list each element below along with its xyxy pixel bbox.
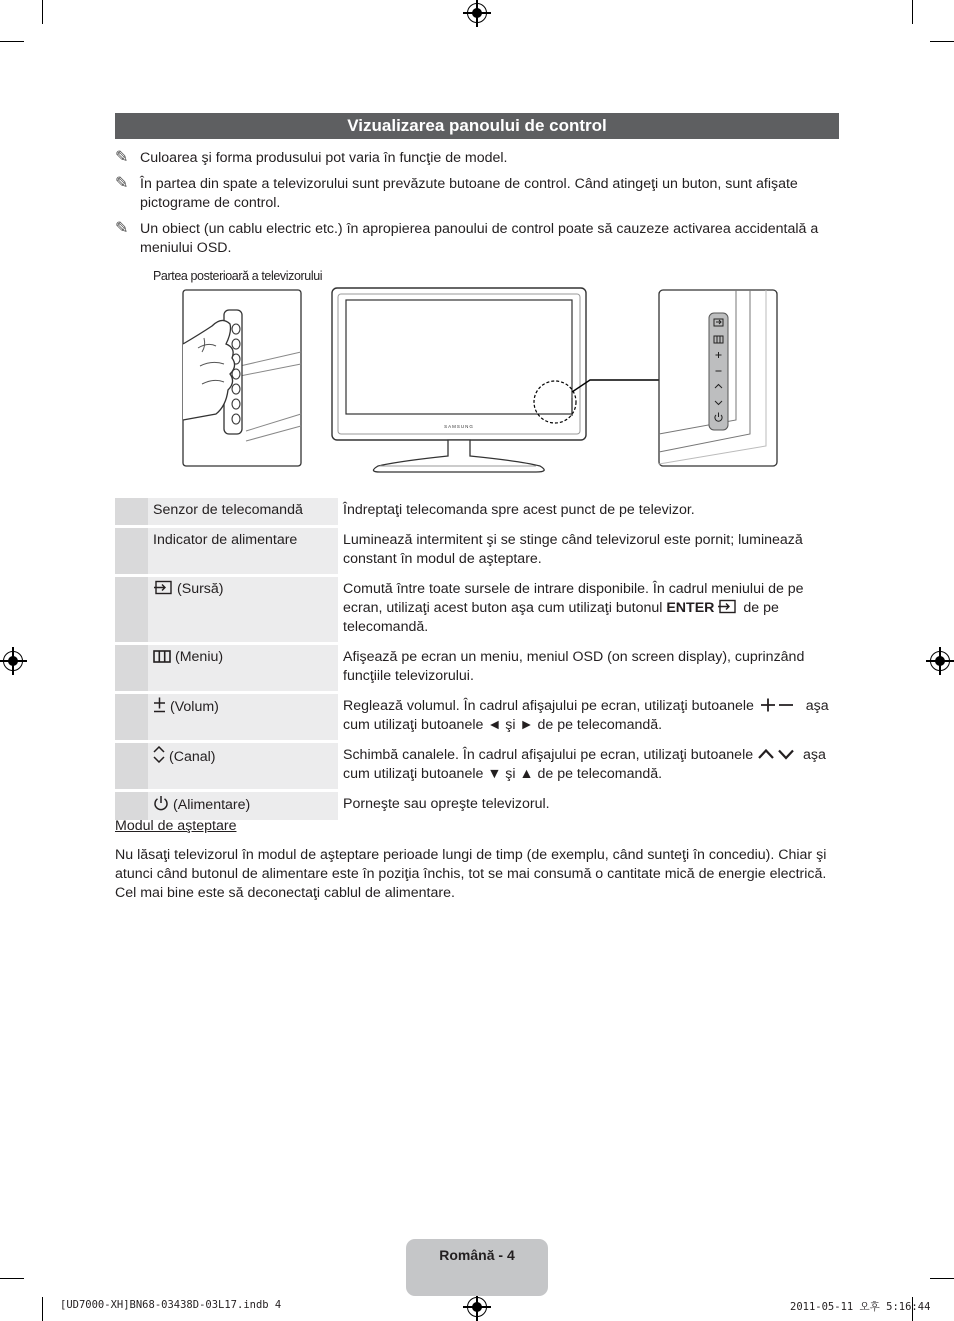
- brand-logo: SAMSUNG: [444, 424, 474, 429]
- registration-mark-icon: [467, 1297, 487, 1317]
- row-description: Schimbă canalele. În cadrul afişajului pe ecran, utilizaţi butoanele aşa cum utilizaţi butoanele ▼ şi ▲ de pe telecomandă.: [338, 743, 839, 792]
- figure-caption: Partea posterioară a televizorului: [153, 269, 323, 283]
- crop-mark: [930, 1278, 954, 1279]
- row-label: Senzor de telecomandă: [148, 498, 338, 528]
- row-description: Porneşte sau opreşte televizorul.: [338, 792, 839, 823]
- row-description: Comută între toate sursele de intrare disponibile. În cadrul meniului de pe ecran, utilizaţi acest buton aşa cum utilizaţi butonul ENTER de pe telecomandă.: [338, 577, 839, 645]
- row-description: Reglează volumul. În cadrul afişajului pe ecran, utilizaţi butoanele aşa cum utilizaţi butoanele ◄ şi ► de pe telecomandă.: [338, 694, 839, 743]
- table-row: [115, 577, 839, 645]
- crop-mark: [42, 1297, 43, 1321]
- menu-icon: [153, 650, 171, 663]
- note-item: ✎ Culoarea şi forma produsului pot varia în funcţie de model.: [115, 149, 508, 166]
- crop-mark: [0, 1278, 24, 1279]
- plus-minus-icon: [153, 697, 166, 713]
- crop-mark: [912, 0, 913, 24]
- row-description: Afişează pe ecran un meniu, meniul OSD (on screen display), cuprinzând funcţiile televizorului.: [338, 645, 839, 694]
- row-label: Indicator de alimentare: [148, 528, 338, 577]
- row-description: Luminează intermitent şi se stinge când televizorul este pornit; luminează constant în modul de aşteptare.: [338, 528, 839, 577]
- registration-mark-icon: [467, 3, 487, 23]
- print-slug-left: [UD7000-XH]BN68-03438D-03L17.indb 4: [60, 1299, 282, 1311]
- registration-mark-icon: [930, 651, 950, 671]
- section-heading: Modul de aşteptare: [115, 818, 237, 834]
- pencil-note-icon: ✎: [115, 220, 129, 237]
- row-label: (Volum): [170, 699, 219, 715]
- pencil-note-icon: ✎: [115, 149, 129, 166]
- row-label: (Alimentare): [173, 797, 251, 813]
- table-row: [115, 645, 839, 694]
- table-row: [115, 498, 839, 528]
- note-item: ✎ Un obiect (un cablu electric etc.) în apropierea panoului de control poate să cauzeze activarea accidentală a meniului OSD.: [115, 220, 819, 256]
- row-description: Îndreptaţi telecomanda spre acest punct de pe televizor.: [338, 498, 839, 528]
- row-label: (Canal): [169, 749, 216, 765]
- tv-back-panel-illustration: [180, 286, 790, 476]
- note-item: ✎ În partea din spate a televizorului sunt prevăzute butoane de control. Când atingeţi un buton, sunt afişate pictograme de control.: [115, 175, 798, 211]
- row-label: (Sursă): [177, 581, 224, 597]
- power-icon: [153, 795, 169, 811]
- registration-mark-icon: [3, 651, 23, 671]
- page-number-tab: Română - 4: [406, 1239, 548, 1296]
- chevron-up-down-icon: [153, 746, 165, 763]
- table-row: [115, 743, 839, 792]
- table-row: [115, 694, 839, 743]
- control-panel-zoom: [659, 290, 777, 466]
- source-icon: [153, 580, 173, 595]
- crop-mark: [42, 0, 43, 24]
- row-label: (Meniu): [175, 649, 224, 665]
- channel-buttons-icon: [757, 747, 797, 761]
- section-title: Vizualizarea panoului de control: [115, 113, 839, 139]
- print-slug-right: 2011-05-11 오후 5:16:44: [790, 1301, 931, 1313]
- crop-mark: [0, 41, 24, 42]
- control-table: [115, 498, 839, 823]
- volume-buttons-icon: [760, 698, 794, 712]
- enter-icon: [717, 599, 737, 614]
- table-row: [115, 528, 839, 577]
- standby-paragraph: Nu lăsaţi televizorul în modul de aşteptare perioade lungi de timp (de exemplu, când sunteţi în concediu). Chiar şi atunci când butonul de alimentare este în poziţia închis, tot se mai consumă o cantitate mică de energie electrică. Cel mai bine este să deconectaţi cablul de alimentare.: [115, 847, 827, 901]
- hand-touch-illustration: [183, 290, 301, 466]
- pencil-note-icon: ✎: [115, 175, 129, 192]
- tv-illustration: [332, 288, 659, 472]
- crop-mark: [930, 41, 954, 42]
